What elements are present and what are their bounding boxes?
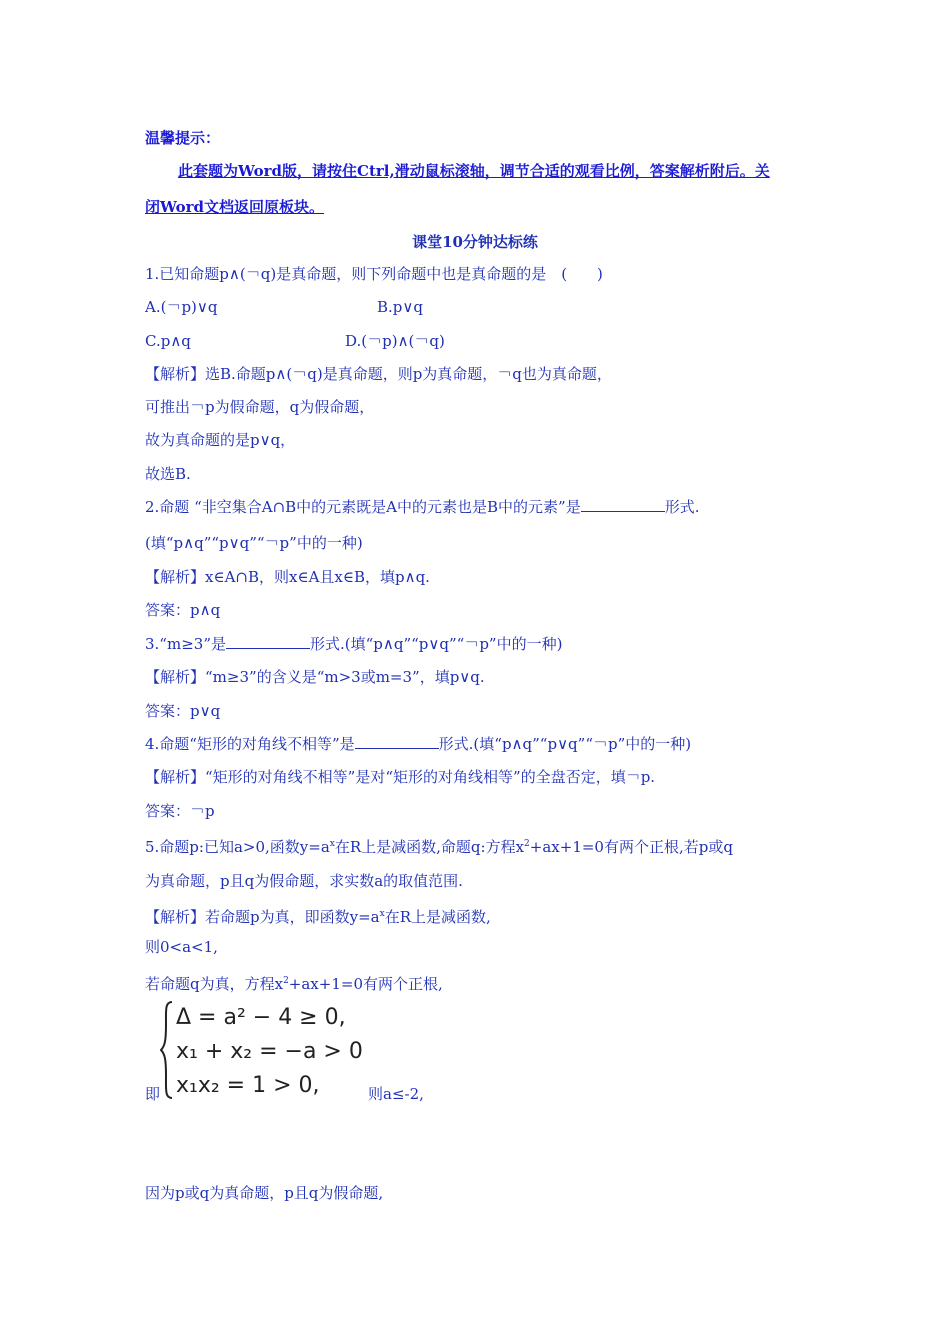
analysis-label: 【解析】 [145,365,206,383]
analysis-label: 【解析】 [145,568,206,586]
q4-analysis [145,767,655,787]
superscript: x [329,839,335,849]
equation-discriminant: Δ = a² − 4 ≥ 0, [176,1005,346,1030]
q2-answer: 答案：p∧q [145,601,221,619]
analysis-label: 【解析】 [145,668,206,686]
q4-analysis-text: “矩形的对角线不相等”是对“矩形的对角线相等”的全盘否定，填￢p. [205,768,656,786]
q5-stem-part-a: 5.命题p:已知a>0,函数y=a [145,838,330,856]
q1-analysis-line2: 可推出￢p为假命题，q为假命题， [145,398,375,416]
superscript: 2 [524,839,530,849]
q5-analysis-part-a: 若命题p为真，即函数y=a [205,908,380,926]
page-title: 课堂10分钟达标练 [412,233,538,251]
q3-blank [226,634,310,649]
q4-stem-after: 形式.(填“p∧q”“p∨q”“￢p”中的一种) [438,735,692,753]
q1-options-row1 [145,297,423,317]
superscript: x [379,909,385,919]
q5-stem-line2: 为真命题，p且q为假命题，求实数a的取值范围. [145,872,463,890]
q2-stem-after: 形式. [664,498,700,516]
q4-stem-before: 4.命题“矩形的对角线不相等”是 [145,735,355,753]
q1-analysis-line3: 故为真命题的是p∨q， [145,431,296,449]
superscript: 2 [283,976,289,986]
q5-analysis-part-b: 在R上是减函数, [384,908,491,926]
analysis-label: 【解析】 [145,768,206,786]
then-result: 则a≤-2, [368,1085,424,1103]
q1-option-a: A.(￢p)∨q [145,298,218,316]
q3-analysis-text: “m≥3”的含义是“m>3或m=3”，填p∨q. [205,668,485,686]
q5-analysis-line3 [145,971,443,994]
q1-option-d: D.(￢p)∧(￢q) [345,332,445,350]
q1-option-b: B.p∨q [377,298,423,316]
q1-option-c: C.p∧q [145,332,191,350]
q3-stem [145,634,562,654]
q3-stem-before: 3.“m≥3”是 [145,635,226,653]
q5-analysis-line1 [145,904,491,927]
q2-blank [581,497,665,512]
equation-product: x₁x₂ = 1 > 0, [176,1073,320,1098]
q5-stem-part-c: +ax+1=0有两个正根,若p或q [529,838,733,856]
q1-analysis-line4: 故选B. [145,465,191,483]
q5-stem-part-b: 在R上是减函数,命题q:方程x [334,838,525,856]
notice-text-line1[interactable]: 此套题为Word版，请按住Ctrl,滑动鼠标滚轴，调节合适的观看比例，答案解析附后。关 [178,162,770,180]
left-brace-icon [160,1000,174,1100]
q5-last-line: 因为p或q为真命题，p且q为假命题, [145,1184,384,1202]
q2-analysis [145,567,430,587]
q1-analysis-text: 选B.命题p∧(￢q)是真命题，则p为真命题，￢q也为真命题， [205,365,612,383]
q5-analysis-line2: 则0<a<1, [145,938,218,956]
q1-stem: 1.已知命题p∧(￢q)是真命题，则下列命题中也是真命题的是 ( ) [145,265,603,283]
ji-label: 即 [145,1085,161,1103]
q3-answer: 答案：p∨q [145,702,221,720]
analysis-label: 【解析】 [145,908,206,926]
q2-analysis-text: x∈A∩B，则x∈A且x∈B，填p∧q. [205,568,430,586]
q1-options-row2 [145,331,445,351]
q3-stem-after: 形式.(填“p∧q”“p∨q”“￢p”中的一种) [309,635,563,653]
q2-stem-before: 2.命题 “非空集合A∩B中的元素既是A中的元素也是B中的元素”是 [145,498,581,516]
q1-analysis-line1 [145,364,612,384]
q4-blank [355,734,439,749]
q5-stem-line1 [145,834,733,857]
q5-analysis3-part-a: 若命题q为真，方程x [145,975,284,993]
q4-answer: 答案：￢p [145,802,215,820]
equation-sum: x₁ + x₂ = −a > 0 [176,1039,363,1064]
q5-analysis3-part-b: +ax+1=0有两个正根, [288,975,443,993]
q3-analysis [145,667,485,687]
notice-text-line2[interactable]: 闭Word文档返回原板块。 [145,198,325,216]
equation-system [160,1000,370,1110]
q2-stem [145,497,699,517]
notice-heading: 温馨提示： [145,129,221,147]
q2-hint: (填“p∧q”“p∨q”“￢p”中的一种) [145,534,363,552]
q4-stem [145,734,691,754]
